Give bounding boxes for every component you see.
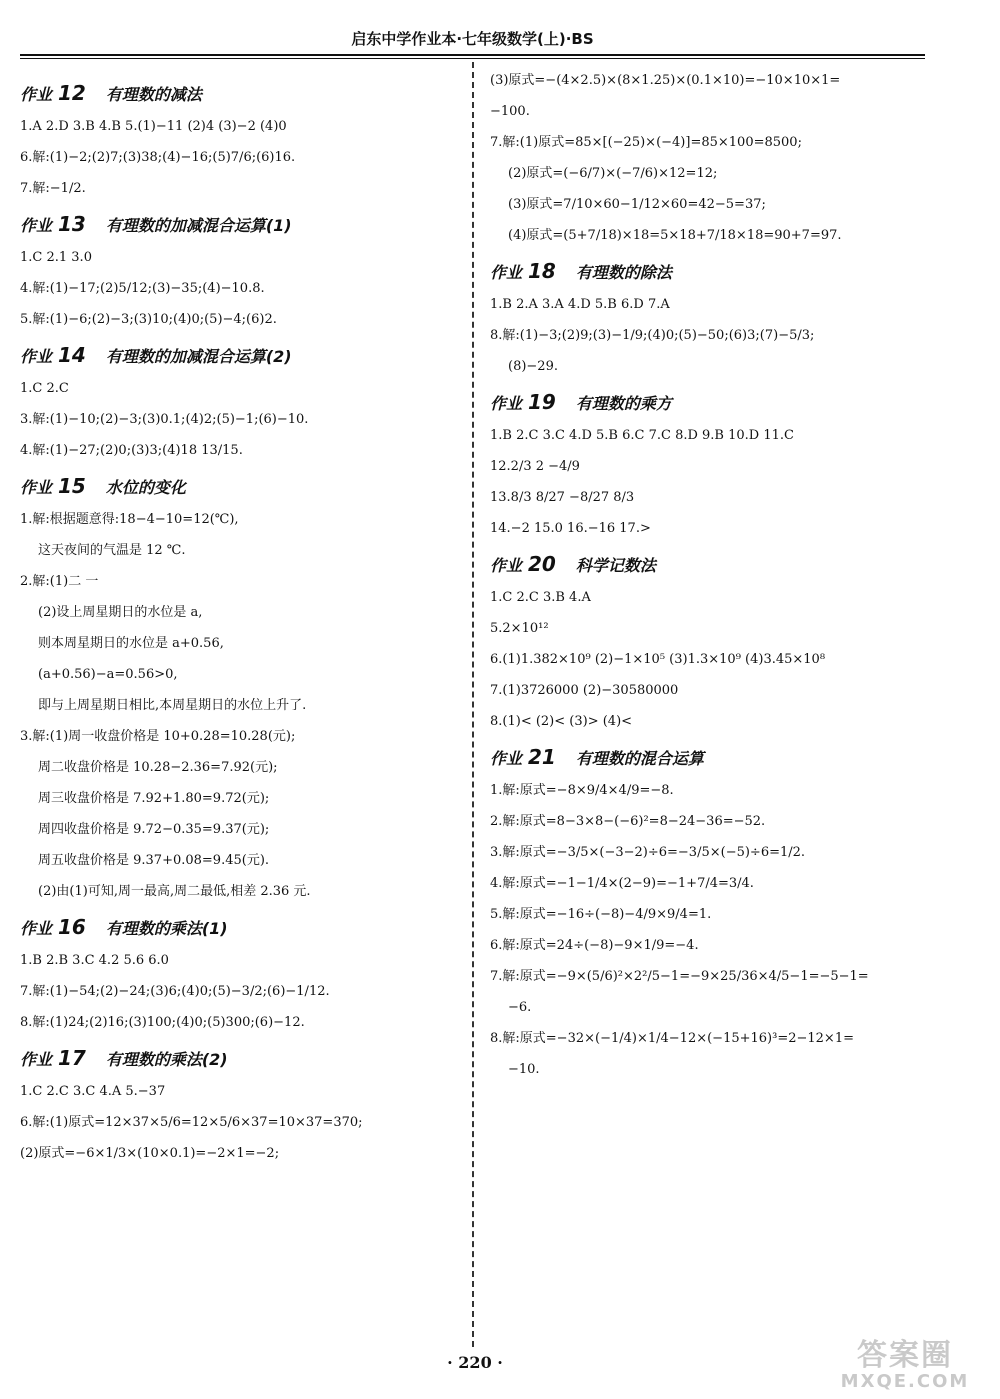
header-title: 启东中学作业本·七年级数学(上)·BS (351, 30, 594, 48)
answer-line: 7.解:−1/2. (20, 181, 86, 196)
page-number: · 220 · (447, 1353, 503, 1372)
header-rule-thin (20, 58, 925, 59)
answer-line: 即与上周星期日相比,本周星期日的水位上升了. (38, 698, 307, 713)
answer-line: 7.解:(1)−54;(2)−24;(3)6;(4)0;(5)−3/2;(6)−1/12. (20, 984, 330, 999)
section-title-20: 作业 20 科学记数法 (490, 552, 656, 576)
answer-line: 4.解:(1)−27;(2)0;(3)3;(4)18 13/15. (20, 443, 243, 458)
section-title-15: 作业 15 水位的变化 (20, 474, 186, 498)
right-column (490, 70, 930, 1090)
answer-line: 8.解:原式=−32×(−1/4)×1/4−12×(−15+16)³=2−12×1= (490, 1031, 854, 1046)
answer-line: 1.B 2.C 3.C 4.D 5.B 6.C 7.C 8.D 9.B 10.D 11.C (490, 428, 794, 443)
answer-line: (3)原式=7/10×60−1/12×60=42−5=37; (508, 197, 766, 212)
answer-line: (2)原式=−6×1/3×(10×0.1)=−2×1=−2; (20, 1146, 280, 1161)
answer-line: 1.B 2.B 3.C 4.2 5.6 6.0 (20, 953, 169, 968)
answer-line: 则本周星期日的水位是 a+0.56, (38, 636, 224, 651)
answer-line: 2.解:(1)二 一 (20, 574, 99, 589)
section-title-16: 作业 16 有理数的乘法(1) (20, 915, 228, 939)
answer-line: (2)设上周星期日的水位是 a, (38, 605, 203, 620)
answer-line: 3.解:(1)−10;(2)−3;(3)0.1;(4)2;(5)−1;(6)−10. (20, 412, 309, 427)
answer-line: −6. (508, 1000, 532, 1015)
answer-line: 1.解:根据题意得:18−4−10=12(℃), (20, 512, 239, 527)
answer-line: 3.解:原式=−3/5×(−3−2)÷6=−3/5×(−5)÷6=1/2. (490, 845, 806, 860)
answer-line: (4)原式=(5+7/18)×18=5×18+7/18×18=90+7=97. (508, 228, 842, 243)
answer-line: 12.2/3 2 −4/9 (490, 459, 580, 474)
answer-line: −100. (490, 104, 530, 119)
answer-line: 1.C 2.C (20, 381, 69, 396)
answer-line: (8)−29. (508, 359, 558, 374)
answer-line: 1.C 2.C 3.C 4.A 5.−37 (20, 1084, 166, 1099)
section-title-12: 作业 12 有理数的减法 (20, 81, 202, 105)
answer-line: −10. (508, 1062, 540, 1077)
section-title-21: 作业 21 有理数的混合运算 (490, 745, 704, 769)
section-title-18: 作业 18 有理数的除法 (490, 259, 672, 283)
answer-line: 5.解:原式=−16÷(−8)−4/9×9/4=1. (490, 907, 712, 922)
answer-line: 8.解:(1)−3;(2)9;(3)−1/9;(4)0;(5)−50;(6)3;(7)−5/3; (490, 328, 815, 343)
answer-line: 1.解:原式=−8×9/4×4/9=−8. (490, 783, 674, 798)
answer-line: 6.解:(1)原式=12×37×5/6=12×5/6×37=10×37=370; (20, 1115, 363, 1130)
answer-line: (2)由(1)可知,周一最高,周二最低,相差 2.36 元. (38, 884, 311, 899)
watermark-logo (820, 1340, 990, 1395)
answer-line: 7.解:原式=−9×(5/6)²×2²/5−1=−9×25/36×4/5−1=−5−1= (490, 969, 869, 984)
answer-line: (3)原式=−(4×2.5)×(8×1.25)×(0.1×10)=−10×10×1= (490, 73, 841, 88)
answer-line: 周五收盘价格是 9.37+0.08=9.45(元). (38, 853, 270, 868)
watermark-text: 答案圈 (857, 1338, 953, 1373)
answer-line: 1.C 2.1 3.0 (20, 250, 92, 265)
answer-line: 1.B 2.A 3.A 4.D 5.B 6.D 7.A (490, 297, 670, 312)
answer-line: 8.解:(1)24;(2)16;(3)100;(4)0;(5)300;(6)−12. (20, 1015, 305, 1030)
watermark-url: MXQE.COM (840, 1371, 970, 1392)
answer-line: 周二收盘价格是 10.28−2.36=7.92(元); (38, 760, 278, 775)
header-rule-thick (20, 54, 925, 56)
column-divider (472, 62, 474, 1347)
answer-line: 周三收盘价格是 7.92+1.80=9.72(元); (38, 791, 270, 806)
left-column (20, 70, 460, 1174)
answer-line: 13.8/3 8/27 −8/27 8/3 (490, 490, 635, 505)
answer-line: 1.C 2.C 3.B 4.A (490, 590, 591, 605)
section-title-14: 作业 14 有理数的加减混合运算(2) (20, 343, 292, 367)
section-title-17: 作业 17 有理数的乘法(2) (20, 1046, 228, 1070)
answer-line: 4.解:(1)−17;(2)5/12;(3)−35;(4)−10.8. (20, 281, 265, 296)
answer-line: (a+0.56)−a=0.56>0, (38, 667, 178, 682)
answer-line: 3.解:(1)周一收盘价格是 10+0.28=10.28(元); (20, 729, 296, 744)
section-title-13: 作业 13 有理数的加减混合运算(1) (20, 212, 292, 236)
answer-line: 2.解:原式=8−3×8−(−6)²=8−24−36=−52. (490, 814, 766, 829)
section-title-19: 作业 19 有理数的乘方 (490, 390, 672, 414)
answer-line: 这天夜间的气温是 12 ℃. (38, 543, 186, 558)
answer-line: 1.A 2.D 3.B 4.B 5.(1)−11 (2)4 (3)−2 (4)0 (20, 119, 287, 134)
answer-line: 周四收盘价格是 9.72−0.35=9.37(元); (38, 822, 270, 837)
answer-line: 6.(1)1.382×10⁹ (2)−1×10⁵ (3)1.3×10⁹ (4)3.45×10⁸ (490, 652, 826, 667)
answer-line: 7.解:(1)原式=85×[(−25)×(−4)]=85×100=8500; (490, 135, 802, 150)
answer-line: 14.−2 15.0 16.−16 17.> (490, 521, 651, 536)
answer-line: (2)原式=(−6/7)×(−7/6)×12=12; (508, 166, 718, 181)
answer-line: 5.解:(1)−6;(2)−3;(3)10;(4)0;(5)−4;(6)2. (20, 312, 277, 327)
answer-line: 5.2×10¹² (490, 621, 549, 636)
answer-line: 4.解:原式=−1−1/4×(2−9)=−1+7/4=3/4. (490, 876, 754, 891)
answer-line: 6.解:(1)−2;(2)7;(3)38;(4)−16;(5)7/6;(6)16. (20, 150, 296, 165)
answer-line: 7.(1)3726000 (2)−30580000 (490, 683, 679, 698)
answer-line: 6.解:原式=24÷(−8)−9×1/9=−4. (490, 938, 699, 953)
answer-line: 8.(1)< (2)< (3)> (4)< (490, 714, 633, 729)
